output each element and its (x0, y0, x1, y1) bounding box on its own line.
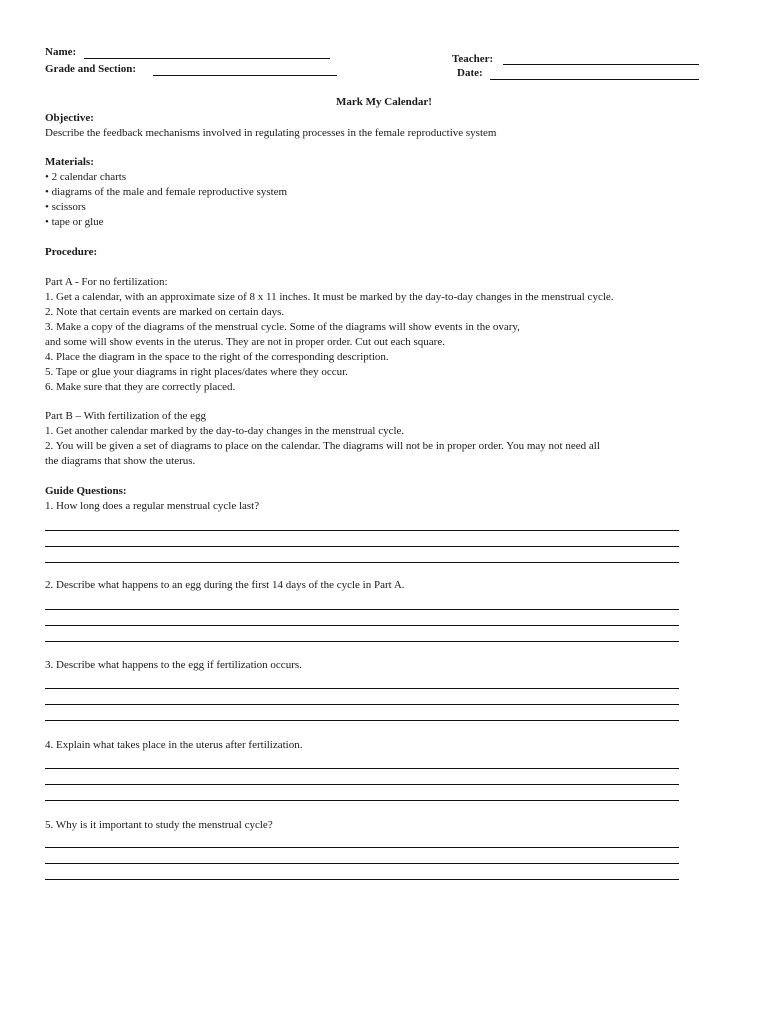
part-a-step: 3. Make a copy of the diagrams of the menstrual cycle. Some of the diagrams will show events in the ovary, (45, 321, 520, 333)
materials-heading: Materials: (45, 156, 94, 168)
part-a-step: 2. Note that certain events are marked on certain days. (45, 306, 285, 318)
guide-question: 4. Explain what takes place in the uterus after fertilization. (45, 739, 303, 751)
guide-question: 2. Describe what happens to an egg during the first 14 days of the cycle in Part A. (45, 579, 405, 591)
part-a-step: 4. Place the diagram in the space to the right of the corresponding description. (45, 351, 389, 363)
part-a-step: 5. Tape or glue your diagrams in right places/dates where they occur. (45, 366, 348, 378)
answer-line[interactable] (45, 784, 679, 785)
guide-question: 3. Describe what happens to the egg if fertilization occurs. (45, 659, 302, 671)
grade-section-field[interactable] (153, 75, 337, 76)
part-b-step: 2. You will be given a set of diagrams to place on the calendar. The diagrams will not be in proper order. You may not need all (45, 440, 600, 452)
objective-text: Describe the feedback mechanisms involved in regulating processes in the female reproductive system (45, 127, 497, 139)
answer-line[interactable] (45, 688, 679, 689)
answer-line[interactable] (45, 863, 679, 864)
answer-line[interactable] (45, 720, 679, 721)
teacher-label: Teacher: (452, 53, 494, 65)
part-b-step: the diagrams that show the uterus. (45, 455, 196, 467)
part-a-step: 6. Make sure that they are correctly placed. (45, 381, 236, 393)
guide-questions-heading: Guide Questions: (45, 485, 127, 497)
materials-item: • 2 calendar charts (45, 171, 127, 183)
answer-line[interactable] (45, 562, 679, 563)
answer-line[interactable] (45, 641, 679, 642)
answer-line[interactable] (45, 847, 679, 848)
part-a-title: Part A - For no fertilization: (45, 276, 168, 288)
date-label: Date: (457, 67, 483, 79)
objective-heading: Objective: (45, 112, 94, 124)
part-a-step: 1. Get a calendar, with an approximate size of 8 x 11 inches. It must be marked by the day-to-day changes in the menstrual cycle. (45, 291, 614, 303)
teacher-field[interactable] (503, 64, 699, 65)
grade-section-label: Grade and Section: (45, 63, 137, 75)
answer-line[interactable] (45, 546, 679, 547)
answer-line[interactable] (45, 800, 679, 801)
guide-question: 5. Why is it important to study the menstrual cycle? (45, 819, 273, 831)
procedure-heading: Procedure: (45, 246, 98, 258)
answer-line[interactable] (45, 704, 679, 705)
answer-line[interactable] (45, 879, 679, 880)
materials-item: • scissors (45, 201, 86, 213)
date-field[interactable] (490, 79, 699, 80)
answer-line[interactable] (45, 530, 679, 531)
answer-line[interactable] (45, 768, 679, 769)
answer-line[interactable] (45, 609, 679, 610)
guide-question: 1. How long does a regular menstrual cycle last? (45, 500, 260, 512)
materials-item: • diagrams of the male and female reproductive system (45, 186, 288, 198)
name-label: Name: (45, 46, 77, 58)
page-title: Mark My Calendar! (336, 96, 432, 108)
answer-line[interactable] (45, 625, 679, 626)
materials-item: • tape or glue (45, 216, 104, 228)
part-b-title: Part B – With fertilization of the egg (45, 410, 206, 422)
part-b-step: 1. Get another calendar marked by the day-to-day changes in the menstrual cycle. (45, 425, 405, 437)
name-field[interactable] (84, 58, 330, 59)
part-a-step: and some will show events in the uterus. They are not in proper order. Cut out each square. (45, 336, 445, 348)
